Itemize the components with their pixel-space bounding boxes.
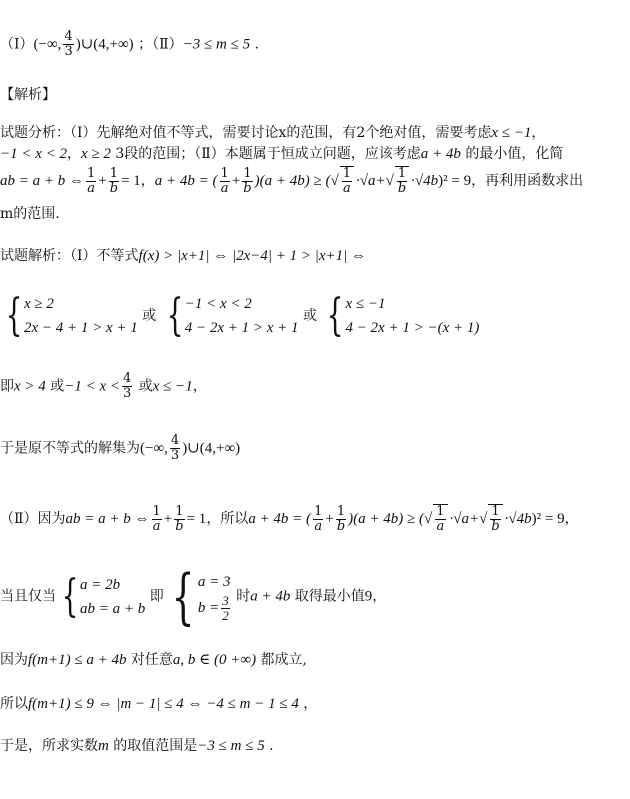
analysis-eq-3: = 1 <box>121 173 141 189</box>
shi-math: a + 4b <box>250 588 291 605</box>
frac-den: 3 <box>123 386 132 401</box>
part2-line: （Ⅱ）因为ab = a + b ⇔ $\frac{1}{a}$ + $\frac{1}{b}$ = 1，所以a + 4b = ( $\frac{1}{a}$ + $\frac{1}{b}$ )(a + 4b) ≥ (√ $\frac{1}{a}$ ·√a+√ $\frac{1}{b}$ ·√4b)² = 9， <box>0 503 579 534</box>
because-math: f(m+1) ≤ a + 4b <box>28 652 127 668</box>
left-brace-icon: { <box>171 561 195 632</box>
fraction-four-thirds <box>63 30 73 59</box>
fraction-four-thirds <box>122 372 132 401</box>
fraction-1-over-a <box>313 505 323 534</box>
shi-text: 时 <box>236 588 251 605</box>
frac-num: 1 <box>87 165 96 181</box>
fraction-1-over-b <box>242 167 252 196</box>
frac-num: 4 <box>64 29 73 44</box>
solution-result <box>0 372 207 401</box>
fraction-1-over-b <box>336 505 346 534</box>
set-math-end: )∪(4,+∞) <box>182 440 241 457</box>
fraction-1-over-b <box>174 505 184 534</box>
so-line <box>0 695 317 713</box>
analysis-math-2a: −1 < x < 2 <box>0 146 68 162</box>
frac-den: a <box>342 181 351 196</box>
frac-num: 1 <box>397 166 407 181</box>
part1-interval-start: (−∞, <box>33 36 62 53</box>
ji2-text: 即 <box>149 588 164 605</box>
part2-label: （Ⅱ） <box>152 36 183 53</box>
frac-den: b <box>109 180 119 196</box>
part1-label: （Ⅰ） <box>0 36 34 53</box>
final-m: m <box>98 738 109 754</box>
frac-den: 3 <box>170 448 180 463</box>
part2-range: −3 ≤ m ≤ 5 <box>182 36 251 53</box>
left-brace-icon: { <box>61 570 79 622</box>
left-brace-icon: { <box>5 290 23 341</box>
because-text: 因为 <box>0 652 28 668</box>
p2-eq: = 1 <box>186 511 207 527</box>
when-result-a: a = 3 <box>197 574 231 590</box>
solution-intro <box>0 247 366 265</box>
p2-so: ，所以 <box>206 511 249 527</box>
result-2: −1 < x < <box>64 378 121 395</box>
section-heading: 【解析】 <box>0 87 56 103</box>
frac-den: b <box>397 181 407 196</box>
analysis-comma-2: ， <box>67 146 82 162</box>
frac-num: 1 <box>314 503 323 519</box>
answer-line <box>0 30 259 59</box>
analysis-math-3d: )² = 9 <box>438 173 472 189</box>
final-text: 于是，所求实数 <box>0 738 98 754</box>
when-result-b: b = <box>197 599 220 616</box>
because-math-2: a, b ∈ (0 +∞) <box>172 652 257 668</box>
analysis-line-2 <box>0 145 563 163</box>
answer-end: . <box>254 36 259 53</box>
when-system <box>80 573 145 621</box>
system-1-line-2: 2x − 4 + 1 > x + 1 <box>24 320 138 336</box>
frac-den: a <box>87 180 96 196</box>
when-system-line-1: a = 2b <box>80 576 121 593</box>
because-text-2: 对任意 <box>130 652 173 668</box>
frac-num: 1 <box>436 504 445 519</box>
set-math-start: (−∞, <box>140 440 168 457</box>
frac-num: 4 <box>123 371 132 386</box>
frac-num: 1 <box>220 165 229 181</box>
fraction-four-thirds <box>170 434 180 463</box>
analysis-end-1: ， <box>531 125 546 141</box>
system-1-line-1: x ≥ 2 <box>24 296 54 312</box>
set-text: 于是原不等式的解集为 <box>0 440 140 457</box>
system-3 <box>345 292 479 340</box>
min-text: 取得最小值 <box>294 588 365 605</box>
frac-den: b <box>243 180 252 196</box>
solution-systems <box>0 292 479 340</box>
final-end: . <box>269 738 274 754</box>
solution-set <box>0 434 240 463</box>
so-text: 所以 <box>0 696 28 712</box>
frac-den: b <box>336 518 346 534</box>
analysis-math-2b: x ≥ 2 <box>81 146 111 162</box>
so-end: ， <box>303 696 318 712</box>
fraction-three-halves <box>221 594 230 623</box>
ji-text: 即 <box>0 378 14 395</box>
analysis-text-3: ，再利用函数求出 <box>471 173 584 189</box>
frac-num: 1 <box>243 165 252 181</box>
or-4: 或 <box>138 378 153 395</box>
analysis-line-3: ab = a + b ⇔ $\frac{1}{a}$ + $\frac{1}{b}$ = 1，a + 4b = ( $\frac{1}{a}$ + $\frac{1}{b}$ )(a + 4b) ≥ (√ $\frac{1}{a}$ ·√a+√ $\frac{1}{b}$ ·√4b)² = 9，再利用函数求出 <box>0 165 584 196</box>
final-line <box>0 737 274 755</box>
sqrt-1-over-b <box>395 166 409 196</box>
analysis-line-1 <box>0 124 545 142</box>
sqrt-1-over-a <box>340 166 354 196</box>
p2-math-3: )(a + 4b) ≥ ( <box>348 511 424 527</box>
analysis-math-2c: a + 4b <box>420 146 461 162</box>
frac-den: a <box>152 518 161 534</box>
analysis-text-1: 试题分析：（Ⅰ）先解绝对值不等式，需要讨论x的范围，有2个绝对值，需要考虑 <box>0 125 492 141</box>
when-system-line-2: ab = a + b <box>80 600 146 617</box>
system-3-line-1: x ≤ −1 <box>345 296 386 312</box>
answer-separator: ； <box>138 36 153 53</box>
fraction-1-over-a <box>220 167 230 196</box>
analysis-math-3a: ab = a + b ⇔ <box>0 173 84 189</box>
frac-den: 3 <box>64 44 73 59</box>
result-end: ， <box>192 378 207 395</box>
analysis-text-2: 3段的范围；（Ⅱ）本题属于恒成立问题，应该考虑 <box>110 146 421 162</box>
or-1: 或 <box>142 308 157 324</box>
analysis-math-3b: a + 4b = ( <box>154 173 218 189</box>
frac-num: 1 <box>109 165 119 181</box>
result-1: x > 4 <box>14 378 46 395</box>
frac-num: 1 <box>336 503 346 519</box>
fraction-1-over-a <box>152 505 162 534</box>
solution-intro-text: 试题解析：（Ⅰ）不等式 <box>0 248 139 264</box>
frac-den: 2 <box>222 608 229 623</box>
frac-den: b <box>175 518 184 534</box>
fraction-1-over-b <box>109 167 119 196</box>
so-math: f(m+1) ≤ 9 ⇔ |m − 1| ≤ 4 ⇔ −4 ≤ m − 1 ≤ 4 <box>28 696 299 712</box>
p2-end: ， <box>564 511 579 527</box>
frac-num: 3 <box>222 593 229 608</box>
analysis-comma-3: ， <box>140 173 155 189</box>
frac-num: 1 <box>175 503 184 519</box>
p2-math-1: ab = a + b ⇔ <box>65 511 150 527</box>
system-3-line-2: 4 − 2x + 1 > −(x + 1) <box>345 320 480 336</box>
frac-num: 4 <box>170 433 180 448</box>
p2-math-4: )² = 9 <box>531 511 565 527</box>
frac-den: a <box>436 519 445 534</box>
frac-den: a <box>314 518 323 534</box>
left-brace-icon: { <box>327 290 344 341</box>
p2-intro: （Ⅱ）因为 <box>0 511 66 527</box>
min-value: 9 <box>364 588 373 605</box>
system-2-line-1: −1 < x < 2 <box>184 296 252 312</box>
analysis-line-4: m的范围. <box>0 206 60 222</box>
frac-den: b <box>491 519 500 534</box>
fraction-1-over-a <box>86 167 96 196</box>
frac-den: a <box>220 180 229 196</box>
analysis-math-3c: )(a + 4b) ≥ ( <box>254 173 331 189</box>
system-2-line-2: 4 − 2x + 1 > x + 1 <box>184 320 299 336</box>
equality-condition <box>0 561 387 632</box>
when-text: 当且仅当 <box>0 588 56 605</box>
sqrt-1-over-a <box>433 504 447 534</box>
because-end: 都成立, <box>260 652 307 668</box>
or-3: 或 <box>50 378 65 395</box>
system-2 <box>185 292 299 340</box>
final-text-2: 的取值范围是 <box>113 738 198 754</box>
final-math: −3 ≤ m ≤ 5 <box>197 738 265 754</box>
when-result <box>198 570 232 623</box>
analysis-math-1: x ≤ −1 <box>491 125 532 141</box>
because-line <box>0 651 307 669</box>
or-2: 或 <box>302 308 317 324</box>
frac-num: 1 <box>491 504 500 519</box>
result-3: x ≤ −1 <box>152 378 193 395</box>
left-brace-icon: { <box>166 290 184 341</box>
frac-num: 1 <box>152 503 161 519</box>
p2-math-2: a + 4b = ( <box>248 511 312 527</box>
frac-num: 1 <box>342 166 351 181</box>
analysis-text-2b: 的最小值，化简 <box>460 146 564 162</box>
solution-intro-math: f(x) > |x+1| ⇔ |2x−4| + 1 > |x+1| ⇔ <box>138 248 367 264</box>
part1-interval-end: )∪(4,+∞) <box>75 36 134 53</box>
sqrt-1-over-b <box>488 504 502 534</box>
system-1 <box>24 292 138 340</box>
min-end: ， <box>372 588 387 605</box>
